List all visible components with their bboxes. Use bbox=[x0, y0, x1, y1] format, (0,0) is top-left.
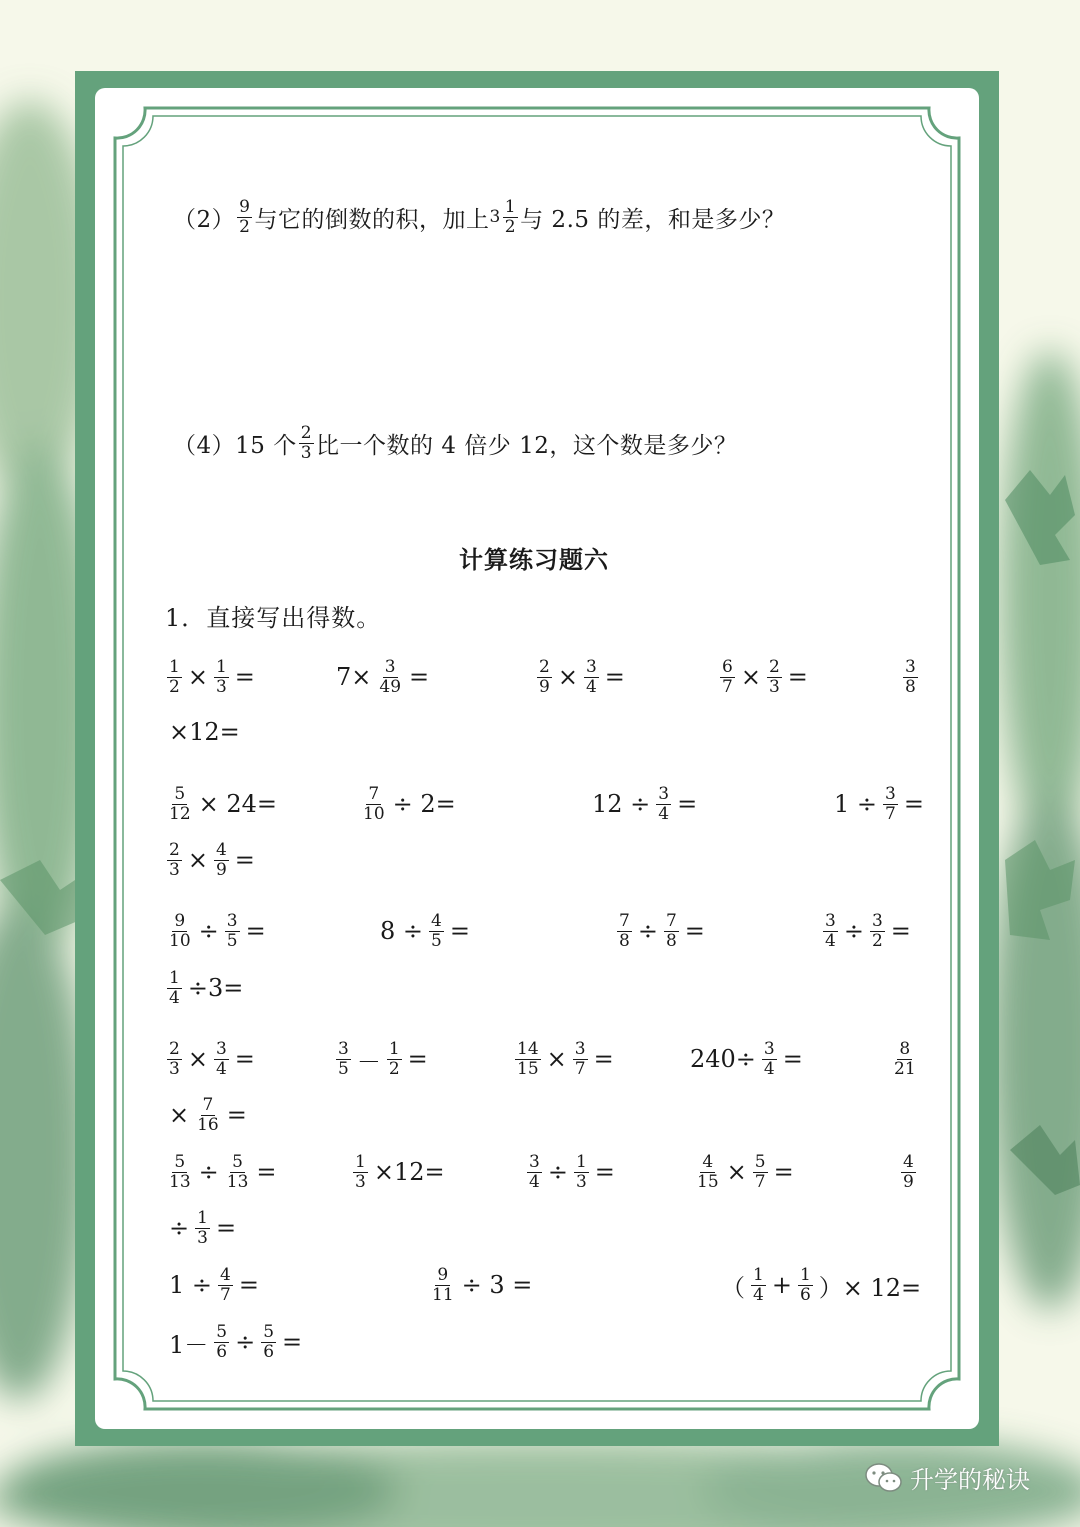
question-2 bbox=[173, 198, 785, 236]
wechat-icon bbox=[864, 1462, 904, 1494]
math-problem bbox=[165, 1153, 281, 1191]
math-problem bbox=[717, 1266, 925, 1304]
equals-sign: = bbox=[234, 663, 255, 692]
mixed-number: 3 $\frac{1}{2}$ bbox=[489, 197, 517, 237]
math-problem bbox=[513, 1040, 618, 1078]
fraction: $\frac{3}{2}$ bbox=[871, 911, 883, 951]
fraction: $\frac{4}{5}$ bbox=[431, 911, 442, 951]
expression-prefix: ×12= bbox=[169, 718, 240, 746]
question-number: （2） bbox=[173, 206, 236, 233]
fraction: $\frac{3}{8}$ bbox=[905, 657, 916, 697]
expression-prefix: 1－ bbox=[169, 1330, 209, 1359]
equals-sign: = bbox=[449, 917, 470, 946]
equals-sign: = bbox=[677, 790, 698, 819]
operator: × 24= bbox=[198, 790, 278, 819]
fraction: $\frac{1}{6}$ bbox=[799, 1265, 811, 1305]
math-problem bbox=[165, 1040, 259, 1078]
fraction: $\frac{7}{16}$ bbox=[197, 1095, 219, 1135]
equals-sign: = bbox=[890, 917, 911, 946]
operator: ÷ bbox=[547, 1158, 568, 1187]
fraction: $\frac{4}{15}$ bbox=[697, 1152, 719, 1192]
math-problem bbox=[165, 1266, 263, 1304]
fraction: $\frac{5}{6}$ bbox=[216, 1322, 228, 1362]
fraction: $\frac{3}{7}$ bbox=[574, 1039, 586, 1079]
equals-sign: = bbox=[593, 1045, 614, 1074]
expression-prefix: 12 ÷ bbox=[592, 790, 651, 819]
watermark-text: 升学的秘诀 bbox=[910, 1466, 1030, 1494]
operator: ÷ bbox=[198, 1158, 219, 1187]
expression-prefix: × bbox=[169, 1101, 190, 1130]
operator: × bbox=[740, 663, 761, 692]
fraction: $\frac{9}{2}$ bbox=[239, 197, 251, 237]
fraction: $\frac{8}{21}$ bbox=[894, 1039, 916, 1079]
green-frame bbox=[75, 71, 999, 1446]
expression-prefix: ÷ bbox=[169, 1214, 190, 1243]
section-title: 计算练习题六 bbox=[459, 545, 609, 574]
math-problem bbox=[535, 658, 629, 696]
fraction: $\frac{1}{4}$ bbox=[753, 1265, 764, 1305]
fraction: $\frac{3}{4}$ bbox=[215, 1039, 227, 1079]
expression-prefix: 1 ÷ bbox=[834, 790, 878, 819]
fraction: $\frac{3}{4}$ bbox=[763, 1039, 775, 1079]
sub-title: 1．直接写出得数。 bbox=[165, 604, 382, 632]
operator: ÷ bbox=[235, 1328, 256, 1357]
fraction: $\frac{2}{3}$ bbox=[169, 840, 180, 880]
math-problem bbox=[351, 1153, 449, 1191]
math-problem bbox=[359, 785, 460, 823]
math-problem bbox=[165, 718, 244, 746]
expression-prefix: 8 ÷ bbox=[380, 917, 424, 946]
fraction: $\frac{5}{7}$ bbox=[754, 1152, 766, 1192]
math-problem bbox=[718, 658, 812, 696]
question-text: 与它的倒数的积，加上 bbox=[254, 206, 490, 233]
fraction: $\frac{1}{3}$ bbox=[197, 1208, 208, 1248]
fraction: $\frac{2}{3}$ bbox=[768, 657, 780, 697]
math-problem bbox=[165, 785, 281, 823]
math-problem bbox=[165, 1323, 306, 1361]
equals-sign: = bbox=[787, 663, 808, 692]
question-text: 比一个数的 4 倍少 12，这个数是多少？ bbox=[316, 432, 738, 459]
fraction: $\frac{1}{2}$ bbox=[169, 657, 180, 697]
math-problem bbox=[821, 912, 915, 950]
equals-sign: = bbox=[407, 1045, 428, 1074]
fraction: $\frac{1}{3}$ bbox=[215, 657, 227, 697]
math-problem bbox=[615, 912, 709, 950]
operator: × bbox=[187, 846, 208, 875]
equals-sign: = bbox=[594, 1158, 615, 1187]
math-problem bbox=[165, 658, 259, 696]
equals-sign: = bbox=[782, 1045, 803, 1074]
equals-sign: = bbox=[238, 1271, 259, 1300]
math-problem bbox=[332, 658, 433, 696]
math-problem bbox=[428, 1266, 536, 1304]
equals-sign: = bbox=[684, 917, 705, 946]
math-problem bbox=[890, 1040, 920, 1078]
question-text: 与 2.5 的差，和是多少？ bbox=[520, 206, 786, 233]
fraction: $\frac{2}{3}$ bbox=[169, 1039, 180, 1079]
fraction: $\frac{4}{9}$ bbox=[903, 1152, 914, 1192]
fraction: $\frac{5}{6}$ bbox=[263, 1322, 275, 1362]
fraction: $\frac{1}{4}$ bbox=[169, 968, 180, 1008]
question-text: 15 个 bbox=[235, 432, 297, 459]
math-problem bbox=[588, 785, 701, 823]
math-problem bbox=[830, 785, 928, 823]
operator: × bbox=[726, 1158, 747, 1187]
fraction: $\frac{5}{13}$ bbox=[226, 1152, 249, 1192]
operator: ×12= bbox=[373, 1158, 445, 1187]
equals-sign: = bbox=[256, 1158, 277, 1187]
fraction: $\frac{2}{3}$ bbox=[300, 423, 313, 463]
equals-sign: = bbox=[234, 1045, 255, 1074]
math-problem bbox=[334, 1040, 432, 1078]
fraction: $\frac{5}{13}$ bbox=[169, 1152, 191, 1192]
equals-sign: = bbox=[215, 1214, 237, 1243]
equals-sign: = bbox=[245, 917, 266, 946]
fraction: $\frac{1}{3}$ bbox=[575, 1152, 587, 1192]
operator: ÷ bbox=[637, 917, 658, 946]
operator: － bbox=[356, 1047, 381, 1076]
operator: ÷ bbox=[198, 917, 219, 946]
fraction: $\frac{3}{4}$ bbox=[585, 657, 597, 697]
equals-sign: = bbox=[773, 1158, 794, 1187]
fraction: $\frac{7}{8}$ bbox=[665, 911, 677, 951]
worksheet-paper bbox=[95, 88, 979, 1429]
math-problem bbox=[901, 658, 920, 696]
math-problem bbox=[899, 1153, 918, 1191]
fraction: $\frac{4}{9}$ bbox=[215, 840, 227, 880]
operator: × bbox=[187, 1045, 208, 1074]
fraction: $\frac{7}{10}$ bbox=[363, 784, 385, 824]
equals-sign: = bbox=[903, 790, 924, 819]
fraction: $\frac{3}{7}$ bbox=[885, 784, 896, 824]
operator: ÷ bbox=[843, 917, 864, 946]
fraction: $\frac{3}{5}$ bbox=[338, 1039, 349, 1079]
math-problem bbox=[165, 841, 259, 879]
expression-prefix: 1 ÷ bbox=[169, 1271, 213, 1300]
fraction: $\frac{3}{4}$ bbox=[658, 784, 670, 824]
operator: ÷ 3 = bbox=[461, 1271, 533, 1300]
fraction: $\frac{7}{8}$ bbox=[619, 911, 630, 951]
fraction: $\frac{3}{4}$ bbox=[529, 1152, 540, 1192]
math-problem bbox=[525, 1153, 619, 1191]
math-problem bbox=[165, 1096, 251, 1134]
fraction: $\frac{3}{5}$ bbox=[226, 911, 238, 951]
equals-sign: = bbox=[409, 663, 430, 692]
equals-sign: = bbox=[282, 1328, 303, 1357]
operator: × bbox=[187, 663, 208, 692]
expression-prefix: （ bbox=[721, 1273, 745, 1302]
fraction: $\frac{3}{49}$ bbox=[379, 657, 402, 697]
math-problem bbox=[165, 969, 247, 1007]
equals-sign: = bbox=[604, 663, 625, 692]
equals-sign: = bbox=[226, 1101, 247, 1130]
operator: × bbox=[557, 663, 578, 692]
fraction: $\frac{1}{3}$ bbox=[355, 1152, 366, 1192]
fraction: $\frac{3}{4}$ bbox=[825, 911, 836, 951]
equals-sign: ）× 12= bbox=[818, 1273, 922, 1302]
fraction: $\frac{2}{9}$ bbox=[539, 657, 550, 697]
math-problem bbox=[376, 912, 474, 950]
math-problem bbox=[693, 1153, 798, 1191]
operator: ÷ 2= bbox=[392, 790, 456, 819]
expression-prefix: 7× bbox=[336, 663, 372, 692]
question-number: （4） bbox=[173, 432, 236, 459]
expression-prefix: 240÷ bbox=[690, 1045, 756, 1074]
fraction: $\frac{5}{12}$ bbox=[169, 784, 191, 824]
watermark bbox=[864, 1460, 1030, 1495]
operator: × bbox=[546, 1045, 567, 1074]
fraction: $\frac{4}{7}$ bbox=[220, 1265, 231, 1305]
operator: ÷3= bbox=[187, 974, 244, 1003]
math-problem bbox=[165, 1209, 240, 1247]
fraction: $\frac{1}{2}$ bbox=[388, 1039, 400, 1079]
fraction: $\frac{14}{15}$ bbox=[517, 1039, 539, 1079]
question-4 bbox=[173, 424, 737, 462]
fraction: $\frac{6}{7}$ bbox=[722, 657, 733, 697]
operator: + bbox=[771, 1271, 792, 1300]
fraction: $\frac{9}{11}$ bbox=[432, 1265, 454, 1305]
math-problem bbox=[165, 912, 270, 950]
fraction: $\frac{9}{10}$ bbox=[169, 911, 191, 951]
equals-sign: = bbox=[234, 846, 255, 875]
math-problem bbox=[686, 1040, 807, 1078]
